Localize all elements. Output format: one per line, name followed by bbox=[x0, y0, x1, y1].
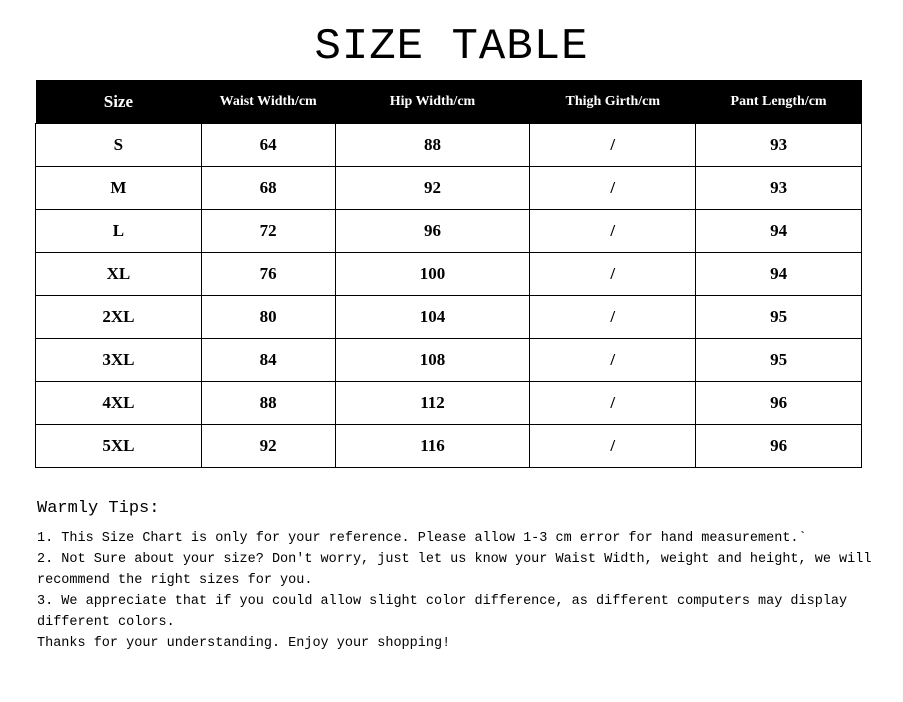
table-row bbox=[36, 210, 862, 253]
table-cell: 94 bbox=[696, 210, 862, 253]
table-cell: / bbox=[530, 124, 696, 167]
table-cell: S bbox=[36, 124, 202, 167]
size-table bbox=[35, 80, 862, 468]
table-cell: 64 bbox=[201, 124, 335, 167]
table-cell: 4XL bbox=[36, 382, 202, 425]
table-cell: 116 bbox=[335, 425, 530, 468]
table-row bbox=[36, 339, 862, 382]
table-cell: 108 bbox=[335, 339, 530, 382]
tips-heading: Warmly Tips: bbox=[37, 499, 160, 518]
table-cell: / bbox=[530, 167, 696, 210]
tip-line: 3. We appreciate that if you could allow slight color difference, as different computers may display different colors. bbox=[37, 594, 848, 630]
table-cell: 94 bbox=[696, 253, 862, 296]
column-header: Thigh Girth/cm bbox=[530, 80, 696, 124]
table-cell: / bbox=[530, 210, 696, 253]
table-cell: 88 bbox=[201, 382, 335, 425]
column-header: Pant Length/cm bbox=[696, 80, 862, 124]
column-header: Size bbox=[36, 80, 202, 124]
tips-section bbox=[37, 498, 877, 654]
table-cell: 95 bbox=[696, 296, 862, 339]
table-cell: 2XL bbox=[36, 296, 202, 339]
table-cell: 96 bbox=[696, 382, 862, 425]
table-cell: 92 bbox=[201, 425, 335, 468]
table-cell: 68 bbox=[201, 167, 335, 210]
table-cell: 5XL bbox=[36, 425, 202, 468]
table-cell: 88 bbox=[335, 124, 530, 167]
table-cell: 96 bbox=[696, 425, 862, 468]
table-row bbox=[36, 296, 862, 339]
tip-line: 1. This Size Chart is only for your reference. Please allow 1-3 cm error for hand measurement.` bbox=[37, 531, 807, 546]
table-cell: 96 bbox=[335, 210, 530, 253]
column-header: Hip Width/cm bbox=[335, 80, 530, 124]
table-cell: / bbox=[530, 425, 696, 468]
table-cell: 72 bbox=[201, 210, 335, 253]
table-cell: 80 bbox=[201, 296, 335, 339]
table-cell: L bbox=[36, 210, 202, 253]
table-cell: 100 bbox=[335, 253, 530, 296]
column-header: Waist Width/cm bbox=[201, 80, 335, 124]
tip-line: Thanks for your understanding. Enjoy your shopping! bbox=[37, 636, 451, 651]
table-row bbox=[36, 167, 862, 210]
table-cell: 112 bbox=[335, 382, 530, 425]
table-cell: 84 bbox=[201, 339, 335, 382]
table-cell: 93 bbox=[696, 167, 862, 210]
table-header-row bbox=[36, 80, 862, 124]
table-cell: 95 bbox=[696, 339, 862, 382]
table-row bbox=[36, 425, 862, 468]
table-cell: / bbox=[530, 382, 696, 425]
table-cell: 93 bbox=[696, 124, 862, 167]
table-row bbox=[36, 124, 862, 167]
tip-line: 2. Not Sure about your size? Don't worry, just let us know your Waist Width, weight and height, we will recommend the right sizes for you. bbox=[37, 552, 872, 588]
page-title: SIZE TABLE bbox=[314, 22, 589, 72]
table-row bbox=[36, 253, 862, 296]
table-cell: 76 bbox=[201, 253, 335, 296]
table-cell: / bbox=[530, 339, 696, 382]
table-cell: 104 bbox=[335, 296, 530, 339]
table-cell: / bbox=[530, 253, 696, 296]
table-cell: M bbox=[36, 167, 202, 210]
table-row bbox=[36, 382, 862, 425]
table-cell: XL bbox=[36, 253, 202, 296]
table-cell: 92 bbox=[335, 167, 530, 210]
table-cell: / bbox=[530, 296, 696, 339]
table-cell: 3XL bbox=[36, 339, 202, 382]
